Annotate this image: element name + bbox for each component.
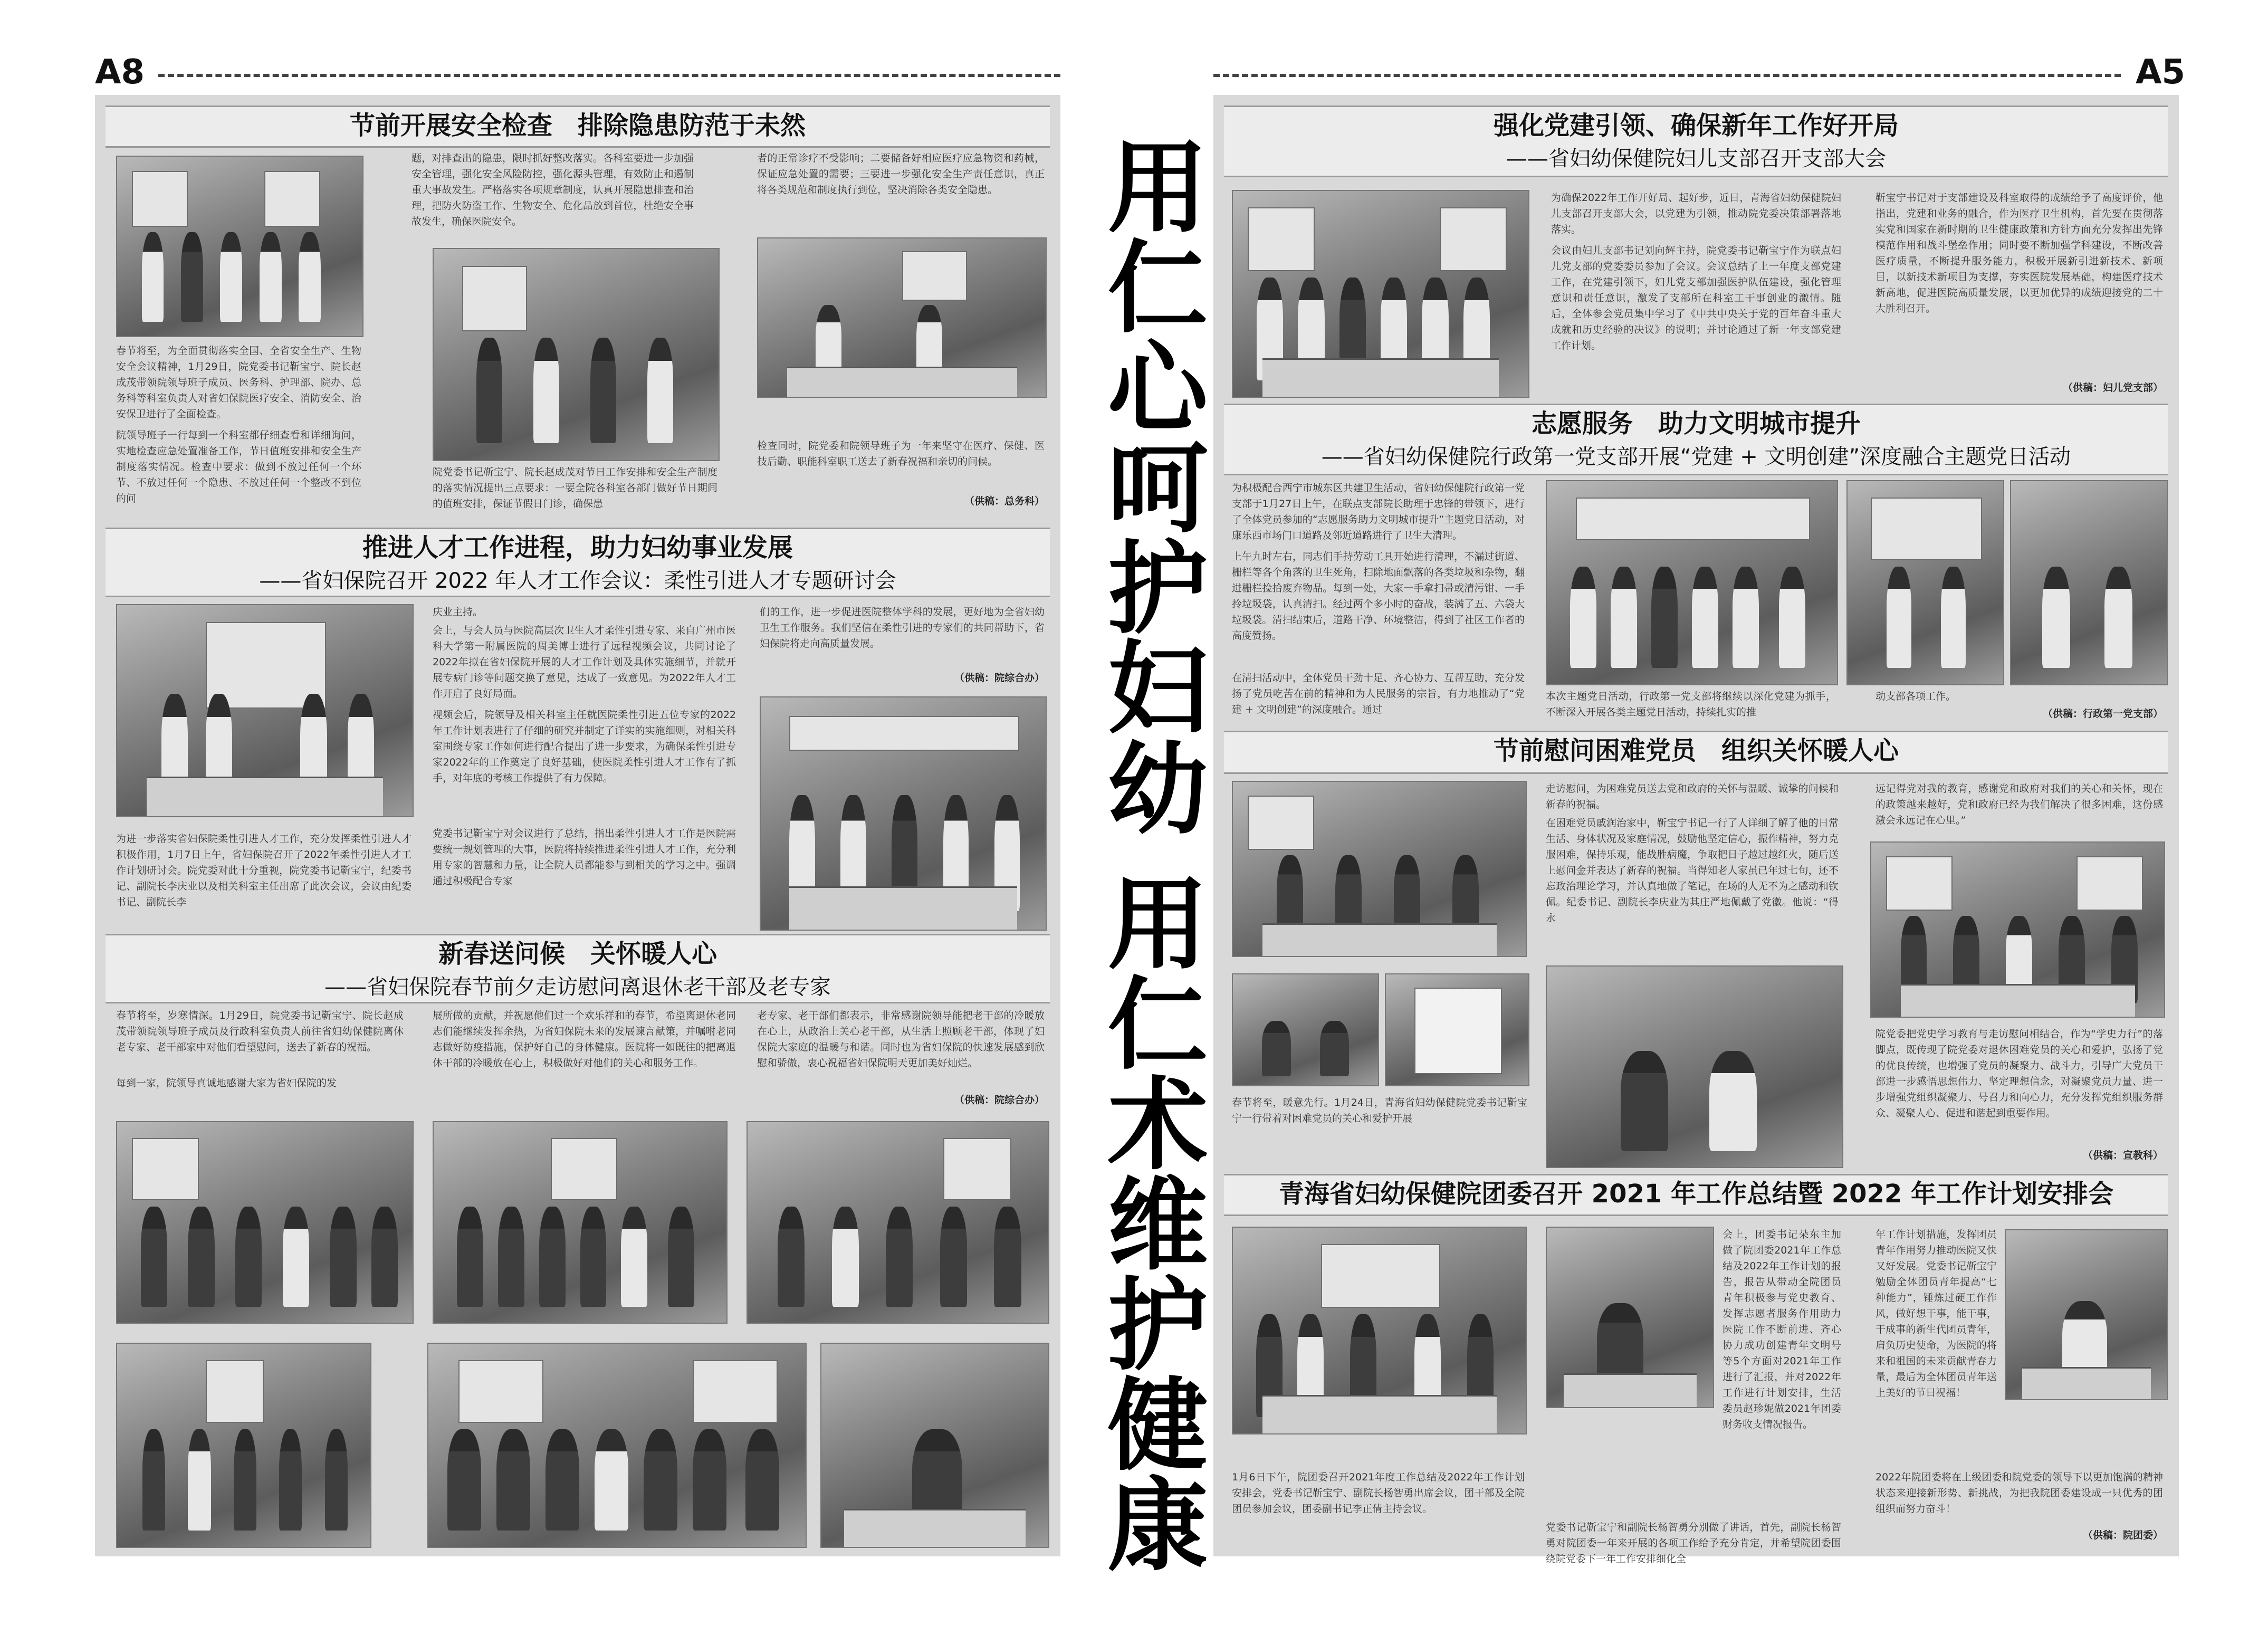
article-visit-banner [106,934,1050,1003]
article-visit-title: 新春送问候 关怀暖人心 [438,939,717,969]
photo-condolence-4 [1546,965,1843,1168]
article-league-col1: 1月6日下午，院团委召开2021年度工作总结及2022年工作计划安排会，党委书记靳宝宁、副院长杨智勇出席会议，团干部及全院团员参加会议，团委副书记李正倩主持会议。 [1232,1471,1525,1515]
article-party-title: 强化党建引领、确保新年工作好开局 [1493,111,1899,140]
article-talent-col3: 们的工作，进一步促进医院整体学科的发展，更好地为全省妇幼卫生工作服务。我们坚信在柔性引进的专家们的共同帮助下，省妇保院将走向高质量发展。 [760,606,1045,649]
photo-volunteer-3 [2010,480,2168,685]
article-volunteer-credit: （供稿：行政第一党支部） [2042,708,2163,720]
article-safety-col3: 者的正常诊疗不受影响；二要储备好相应医疗应急物资和药械，保证应急处置的需要；三要进一步强化安全生产责任意识，真正将各类规范和制度执行到位，坚决消除各类安全隐患。 [757,152,1045,196]
photo-visit-4 [116,1343,371,1548]
photo-visit-6 [820,1343,1049,1548]
article-condolence-col2b: 院党委把党史学习教育与走访慰问相结合，作为“学史力行”的落脚点，既传现了院党委对退休困难党员的关心和爱护，弘扬了党的优良传统，也增强了党员的凝聚力、战斗力，引导广大党员干部进一步感悟思想伟力、坚定理想信念，对凝聚党员力量、进一步增强党组织凝聚力、号召力和向心力，充分发挥党组织服务群众、凝聚人心、促进和谐起到重要作用。 [1875,1028,2163,1119]
right-page-panel [1213,95,2179,1565]
photo-league-3 [2005,1229,2168,1400]
article-league-col3b: 2022年院团委将在上级团委和院党委的领导下以更加饱满的精神状态来迎接新形势、新挑战，为把我院团委建设成一只优秀的团组织而努力奋斗！ [1875,1471,2163,1515]
article-volunteer-caption2: 动支部各项工作。 [1875,691,1956,702]
article-condolence-col2: 远记得党对我的教育，感谢党和政府对我们的关心和关怀，现在的政策越来越好，党和政府已经为我们解决了很多困难，这份感激会永远记在心里。” [1875,783,2163,826]
article-talent-subtitle: ——省妇保院召开 2022 年人才工作会议：柔性引进人才专题研讨会 [259,569,896,593]
photo-volunteer-1 [1546,480,1838,685]
article-party-credit: （供稿：妇儿党支部） [2062,382,2163,394]
photo-condolence-certificate [1385,973,1529,1086]
article-party-subtitle: ——省妇幼保健院妇儿支部召开支部大会 [1506,147,1886,171]
article-safety-col2: 题，对排查出的隐患，限时抓好整改落实。各科室要进一步加强安全管理，强化安全风险防控，强化源头管理，有效防止和遏制重大事故发生。严格落实各项规章制度，认真开展隐患排查和治理，把防火防盗工作、生物安全、危化品放到首位，杜绝安全事故发生，确保医院安全。 [412,152,694,227]
article-safety-credit: （供稿：总务科） [964,495,1045,507]
center-vertical-slogan: 用仁心呵护妇幼 用仁术维护健康 [1091,135,1208,1573]
article-party-col2: 靳宝宁书记对于支部建设及科室取得的成绩给予了高度评价，他指出，党建和业务的融合，作为医疗卫生机构，首先要在贯彻落实党和国家在新时期的卫生健康政策和方针方面充分发挥出先锋模范作用和战斗堡垒作用；同时要不断加强学科建设，不断改善医疗质量，不断提升服务能力，积极开展新引进新技术、新项目，以新技术新项目为支撑，夯实医院发展基础，构建医疗技术新高地，促进医院高质量发展，以更加优异的成绩迎接党的二十大胜利召开。 [1875,192,2163,314]
article-league-credit: （供稿：院团委） [2082,1529,2163,1541]
photo-condolence-2 [1870,841,2165,1018]
photo-volunteer-2 [1846,480,2004,685]
article-league-col2b: 党委书记靳宝宁和副院长杨智勇分别做了讲话，首先，副院长杨智勇对院团委一年来开展的各项工作给予充分肯定，并希望院团委围绕院党委下一年工作安排细化全 [1546,1522,1841,1565]
page-number-left: A8 [95,53,145,92]
article-condolence-banner [1224,731,2168,774]
article-talent-title: 推进人才工作进程，助力妇幼事业发展 [362,533,793,562]
article-safety-col1: 春节将至，为全面贯彻落实全国、全省安全生产、生物安全会议精神，1月29日，院党委书记靳宝宁、院长赵成茂带领院领导班子成员、医务科、护理部、院办、总务科等科室负责人对省妇保院医疗安全、消防安全、治安保卫进行了全面检查。 [116,345,361,420]
article-condolence-credit: （供稿：宣教科） [2082,1150,2163,1161]
article-volunteer-caption1: 本次主题党日活动，行政第一党支部将继续以深化党建为抓手，不断深入开展各类主题党日活动，持续扎实的推 [1546,691,1836,718]
article-league-title: 青海省妇幼保健院团委召开 2021 年工作总结暨 2022 年工作计划安排会 [1278,1179,2114,1209]
photo-talent-2 [760,696,1047,931]
article-visit-col1b: 每到一家，院领导真诚地感谢大家为省妇保院的发 [116,1077,337,1089]
photo-safety-3 [757,237,1047,398]
article-volunteer-banner [1224,404,2168,475]
article-volunteer-col1: 为积极配合西宁市城东区共建卫生活动，省妇幼保健院行政第一党支部于1月27日上午，在联点支部院长助理于忠锋的带领下，进行了全体党员参加的“志愿服务助力文明城市提升”主题党日活动，对康乐西市场门口道路及邻近道路进行了卫生大清理。 [1232,482,1525,541]
photo-league-1 [1232,1227,1527,1434]
dashed-rule-right [1213,74,2121,77]
article-visit-subtitle: ——省妇保院春节前夕走访慰问离退休老干部及老专家 [324,975,831,999]
article-volunteer-col1b: 上午九时左右，同志们手持劳动工具开始进行清理，不漏过街道、栅栏等各个角落的卫生死角，扫除地面飘落的各类垃圾和杂物，翻进栅栏捡拾废弃物品。每到一处，大家一手拿扫帚或清污钳、一手拎垃圾袋，认真清扫。经过两个多小时的奋战，装满了五、六袋大垃圾袋。清扫结束后，道路干净、环境整洁，得到了社区工作者的高度赞扬。 [1232,551,1525,642]
dashed-rule-left [158,74,1060,77]
photo-condolence-1 [1232,781,1527,957]
photo-visit-5 [427,1343,807,1548]
article-talent-col2: 庆业主持。 [433,606,483,618]
article-condolence-col1: 走访慰问，为困难党员送去党和政府的关怀与温暖、诚挚的问候和新春的祝福。 [1546,783,1839,810]
article-volunteer-subtitle: ——省妇幼保健院行政第一党支部开展“党建 + 文明创建”深度融合主题党日活动 [1321,445,2071,469]
article-visit-credit: （供稿：院综合办） [954,1094,1045,1106]
article-league-banner [1224,1174,2168,1216]
article-talent-col2d: 党委书记靳宝宁对会议进行了总结，指出柔性引进人才工作是医院需要统一规划管理的大事，医院将持续推进柔性引进人才工作，充分利用专家的智慧和力量，让全院人员都能参与到相关的学习之中。强调通过积极配合专家 [433,828,736,887]
left-page-panel [95,95,1060,1556]
article-league-col2: 会上，团委书记朵东主加做了院团委2021年工作总结及2022年工作计划的报告，报告从带动全院团员青年积极参与党史教育、发挥志愿者服务作用助力医院工作不断前进、齐心协力成功创建青年文明号等5个方面对2021年工作进行了汇报，并对2022年工作进行计划安排，生活委员赵珍妮做2021年团委财务收支情况报告。 [1722,1229,1841,1430]
article-safety-col3b: 检查同时，院党委和院领导班子为一年来坚守在医疗、保健、医技后勤、职能科室职工送去了新春祝福和亲切的问候。 [757,440,1045,467]
article-visit-col2: 展所做的贡献，并祝愿他们过一个欢乐祥和的春节，希望离退休老同志们能继续发挥余热，为省妇保院未来的发展谏言献策，并嘱咐老同志做好防疫措施，保护好自己的身体健康。医院将一如既往的把离退休干部的冷暖放在心上，积极做好对他们的关心和服务工作。 [433,1010,736,1069]
photo-visit-2 [433,1121,728,1324]
article-safety-title: 节前开展安全检查 排除隐患防范于未然 [349,111,806,140]
photo-talent-1 [116,604,414,817]
article-talent-col1: 为进一步落实省妇保院柔性引进人才工作，充分发挥柔性引进人才积极作用，1月7日上午，省妇保院召开了2022年柔性引进人才工作计划研讨会。院党委对此十分重视，院党委书记靳宝宁，纪委书记、副院长李庆业以及相关科室主任出席了此次会议，会议由纪委书记、副院长李 [116,833,412,908]
photo-party-1 [1232,190,1529,398]
article-condolence-caption: 春节将至，暖意先行。1月24日，青海省妇幼保健院党委书记靳宝宁一行带着对困难党员的关心和爱护开展 [1232,1097,1527,1124]
article-safety-col1b: 院领导班子一行每到一个科室都仔细查看和详细询问，实地检查应急处置准备工作，节日值班安排和安全生产制度落实情况。检查中要求：做到不放过任何一个环节、不放过任何一个隐患、不放过任何一个整改不到位的问 [116,429,361,504]
article-condolence-col1b: 在困难党员戚润治家中，靳宝宁书记一行了人详细了解了他的日常生活、身体状况及家庭情况，鼓励他坚定信心，振作精神，努力克服困难，保持乐观，能战胜病魔，争取把日子越过越红火，随后送上慰问金并表达了新春的祝福。当得知老人家虽已年过七旬，还不忘政治理论学习，并认真地做了笔记，在场的人无不为之感动和钦佩。纪委书记、副院长李庆业为其庄严地佩戴了党徽。他说：“得永 [1546,817,1839,924]
article-condolence-title: 节前慰问困难党员 组织关怀暖人心 [1493,736,1899,766]
photo-safety-2 [433,248,720,461]
article-party-col1: 为确保2022年工作开好局、起好步，近日，青海省妇幼保健院妇儿支部召开支部大会，以党建为引领，推动院党委决策部署落地落实。 [1551,192,1841,235]
article-talent-col2b: 会上，与会人员与医院高层次卫生人才柔性引进专家、来自广州市医科大学第一附属医院的周美博士进行了远程视频会议，共同讨论了2022年拟在省妇保院开展的人才工作计划及具体实施细节，并就开展专病门诊等问题交换了意见，达成了一致意见。为2022年人才工作开启了良好局面。 [433,625,736,700]
article-volunteer-title: 志愿服务 助力文明城市提升 [1531,409,1861,438]
page-number-right: A5 [2136,53,2186,92]
article-visit-col3: 老专家、老干部们都表示，非常感谢院领导能把老干部的冷暖放在心上，从政治上关心老干部，从生活上照顾老干部，体现了妇保院大家庭的温暖与和谐。同时也为省妇保院的快速发展感到欣慰和骄傲，衷心祝福省妇保院明天更加美好灿烂。 [757,1010,1045,1069]
article-talent-col2c: 视频会后，院领导及相关科室主任就医院柔性引进五位专家的2022年工作计划表进行了仔细的研究并制定了详实的实施细则，对相关科室围绕专家工作如何进行配合提出了进一步要求，为确保柔性引进专家2022年的工作奠定了良好基础，使医院柔性引进人才工作有了抓手，对年底的考核工作提供了有力保障。 [433,709,736,784]
article-volunteer-col1c: 在清扫活动中，全体党员干劲十足、齐心协力、互帮互助，充分发扬了党员吃苦在前的精神和为人民服务的宗旨，有力地推动了“党建 + 文明创建”的深度融合。通过 [1232,672,1525,715]
photo-visit-3 [747,1121,1049,1324]
article-visit-col1: 春节将至，岁寒情深。1月29日，院党委书记靳宝宁、院长赵成茂带领院领导班子成员及行政科室负责人前往省妇幼保健院离休老专家、老干部家中对他们看望慰问，送去了新春的祝福。 [116,1010,404,1053]
article-talent-banner [106,528,1050,597]
article-safety-col2b: 院党委书记靳宝宁、院长赵成茂对节日工作安排和安全生产制度的落实情况提出三点要求：一要全院各科室各部门做好节日期间的值班安排，保证节假日门诊，确保患 [433,466,717,510]
photo-visit-1 [116,1121,414,1324]
photo-condolence-3 [1232,973,1379,1086]
photo-safety-1 [116,156,363,337]
article-party-banner [1224,106,2168,177]
photo-league-2 [1546,1227,1714,1408]
article-party-col1b: 会议由妇儿支部书记刘向辉主持，院党委书记靳宝宁作为联点妇儿党支部的党委委员参加了会议。会议总结了上一年度支部党建工作，在党建引领下，妇儿党支部加强医护队伍建设，强化管理意识和责任意识，激发了支部所在科室工干事创业的激情。随后，全体参会党员集中学习了《中共中央关于党的百年奋斗重大成就和历史经验的决议》的说明；并讨论通过了新一年支部党建工作计划。 [1551,245,1841,351]
article-league-col3: 年工作计划措施，发挥团员青年作用努力推动医院又快又好发展。党委书记靳宝宁勉励全体团员青年提高“七种能力”，锤炼过硬工作作风，做好想干事，能干事，干成事的新生代团员青年，肩负历史使命，为医院的将来和祖国的未来贡献青春力量，最后为全体团员青年送上美好的节日祝福！ [1875,1229,1997,1399]
article-safety-banner [106,106,1050,148]
article-talent-credit: （供稿：院综合办） [954,672,1045,684]
